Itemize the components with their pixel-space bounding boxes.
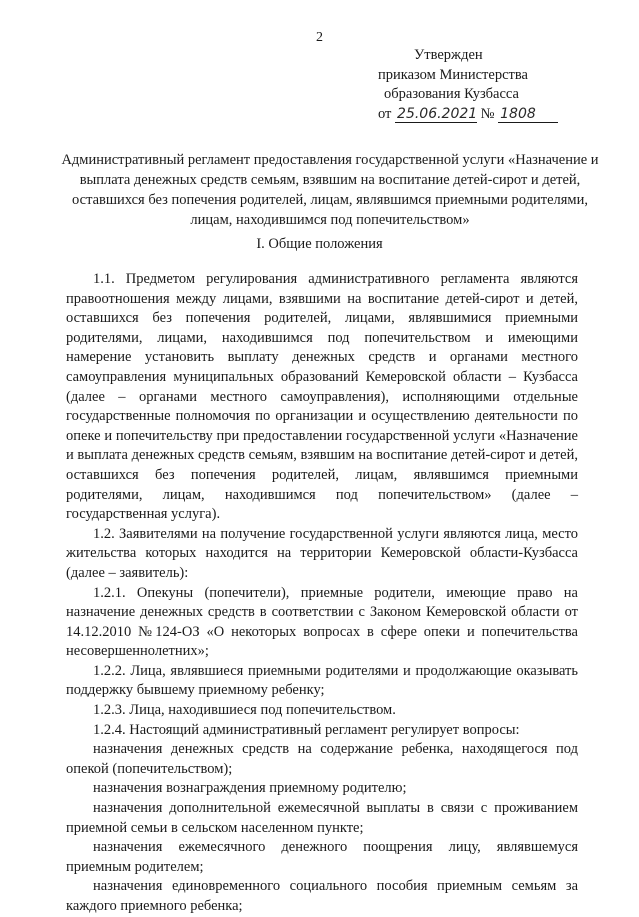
approval-from-label: от [378, 105, 392, 122]
paragraph: назначения вознаграждения приемному родителю; [93, 780, 407, 797]
approval-number-sign: № [480, 105, 495, 122]
paragraph: назначения ежемесячного денежного поощрения лицу, являвшемуся приемным родителем; [66, 839, 578, 875]
paragraph: 1.2.4. Настоящий административный регламент регулирует вопросы: [93, 721, 520, 738]
paragraph: 1.2. Заявителями на получение государственной услуги являются лица, место жительства которых находится на территории Кемеровской области-Кузбасса (далее – заявитель): [66, 525, 578, 581]
paragraph: 1.1. Предметом регулирования административного регламента являются правоотношения между лицами, взявшими на воспитание детей-сирот и детей, оставшихся без попечения родителей, лицами, являвшимися приемными родителями, лицами, находившимся под попечительством и имеющими намерение установить выплату денежных средств и органами местного самоуправления муниципальных образований Кемеровской области – Кузбасса (далее – органами местного самоуправления), исполняющими отдельные государственные полномочия по организации и осуществлению деятельности по опеке и попечительству при предоставлении государственной услуги «Назначение и выплата денежных средств семьям, взявшим на воспитание детей-сирот и детей, оставшихся без попечения родителей, лицам, являвшимся приемными родителями, лицам, находившимся под попечительством» (далее – государственная услуга). [66, 271, 578, 523]
approval-block [378, 46, 618, 124]
approval-date-line [378, 105, 618, 125]
document-title: Административный регламент предоставления государственной услуги «Назначение и выплата денежных средств семьям, взявшим на воспитание детей-сирот и детей, оставшихся без попечения родителей, лицам, являвшимся приемными родителями, лицам, находившимся под попечительством» [61, 152, 599, 228]
approval-date: 25.06.2021 [397, 105, 478, 122]
document-body [66, 270, 578, 917]
paragraph: 1.2.1. Опекуны (попечители), приемные родители, имеющие право на назначение денежных средств в соответствии с Законом Кемеровской области от 14.12.2010 №124-ОЗ «О некоторых вопросах в сфере опеки и попечительства несовершеннолетних»; [66, 584, 578, 660]
paragraph: 1.2.2. Лица, являвшиеся приемными родителями и продолжающие оказывать поддержку бывшему приемному ребенку; [66, 662, 578, 699]
paragraph: назначения денежных средств на содержание ребенка, находящегося под опекой (попечительством); [66, 741, 578, 777]
paragraph: назначения дополнительной ежемесячной выплаты в связи с проживанием приемной семьи в сельском населенном пункте; [66, 800, 578, 836]
page-number: 2 [316, 30, 323, 45]
section-heading: I. Общие положения [256, 236, 383, 252]
approval-number: 1808 [498, 107, 558, 123]
approval-line-3: образования Кузбасса [384, 86, 519, 102]
paragraph: 1.2.3. Лица, находившиеся под попечительством. [93, 702, 396, 719]
approval-line-2: приказом Министерства [378, 66, 528, 83]
approval-line-1: Утвержден [414, 47, 483, 63]
paragraph: назначения единовременного социального пособия приемным семьям за каждого приемного ребенка; [66, 878, 578, 914]
